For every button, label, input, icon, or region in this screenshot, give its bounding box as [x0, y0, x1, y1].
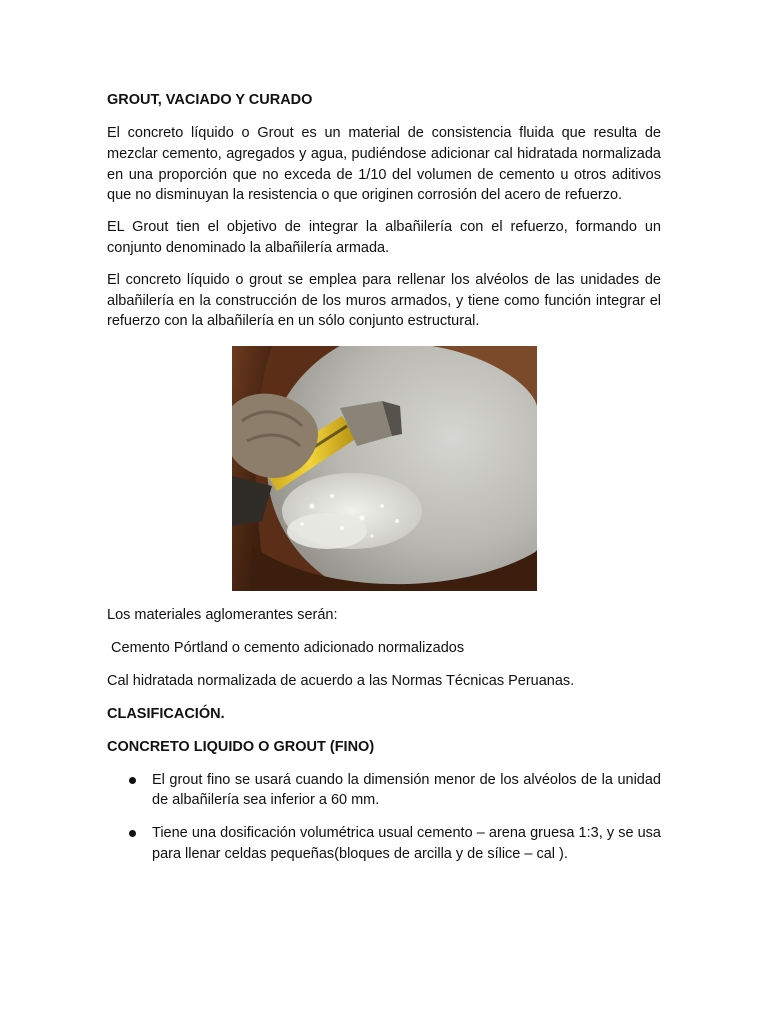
- list-item: [107, 823, 661, 865]
- classification-heading: CLASIFICACIÓN.: [107, 705, 225, 722]
- bullet-text: El grout fino se usará cuando la dimensión menor de los alvéolos de la unidad de albañilería sea inferior a 60 mm.: [152, 771, 661, 809]
- materials-item-cement: Cemento Pórtland o cemento adicionado normalizados: [107, 639, 465, 656]
- fine-grout-heading: CONCRETO LIQUIDO O GROUT (FINO): [107, 738, 375, 755]
- materials-item-lime: Cal hidratada normalizada de acuerdo a las Normas Técnicas Peruanas.: [107, 672, 575, 689]
- materials-intro: Los materiales aglomerantes serán:: [107, 607, 338, 624]
- fine-grout-bullet-list: [107, 770, 661, 865]
- bullet-icon: [129, 777, 136, 784]
- document-page: [107, 90, 661, 877]
- photo-container: [107, 346, 661, 591]
- paragraph-objective: EL Grout tien el objetivo de integrar la albañilería con el refuerzo, formando un conjunto denominado la albañilería armada.: [107, 219, 661, 256]
- bullet-text: Tiene una dosificación volumétrica usual cemento – arena gruesa 1:3, y se usa para llenar celdas pequeñas(bloques de arcilla y de sílice – cal ).: [152, 825, 661, 862]
- document-title: GROUT, VACIADO Y CURADO: [107, 92, 313, 108]
- paragraph-usage: El concreto líquido o grout se emplea para rellenar los alvéolos de las unidades de albañilería en la construcción de los muros armados, y tiene como función integrar el refuerzo con la albañilería en un sólo conjunto estructural.: [107, 271, 661, 330]
- grout-pouring-photo: [232, 346, 537, 591]
- paragraph-definition: El concreto líquido o Grout es un material de consistencia fluida que resulta de mezclar cemento, agregados y agua, pudiéndose adicionar cal hidratada normalizada en una proporción que no exceda de 1/10 del volumen de cemento u otros aditivos que no disminuyan la resistencia o que originen corrosión del acero de refuerzo.: [107, 125, 661, 204]
- bullet-icon: [129, 830, 136, 837]
- list-item: [107, 770, 661, 812]
